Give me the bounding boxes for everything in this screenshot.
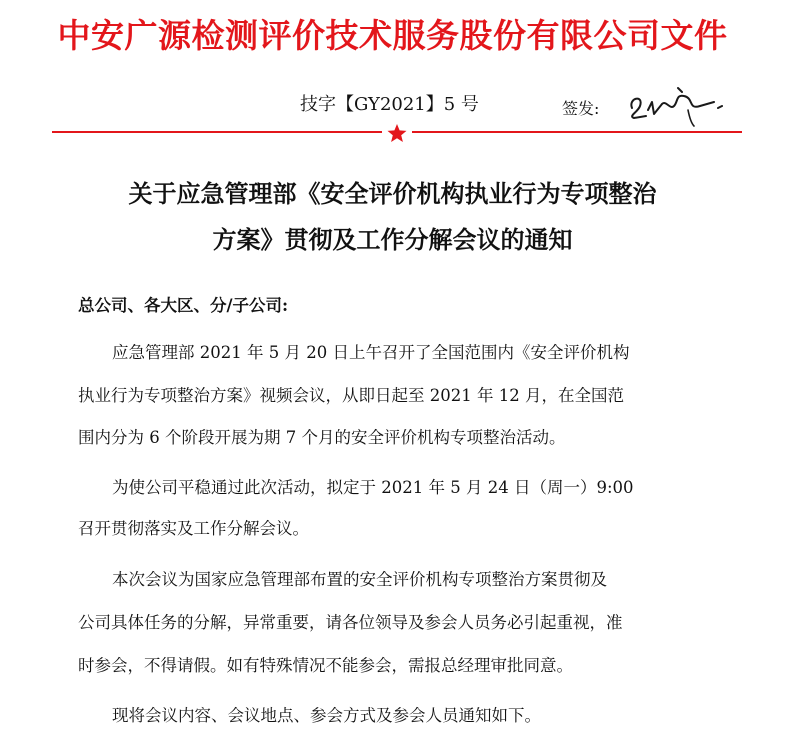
document-header-title: 中安广源检测评价技术服务股份有限公司文件 [57, 16, 728, 55]
red-star-icon [388, 124, 407, 142]
addressee: 总公司、各大区、分/子公司: [78, 296, 289, 315]
document-number: 技字【GY2021】5 号 [300, 94, 479, 115]
notice-title-line-2: 方案》贯彻及工作分解会议的通知 [212, 225, 573, 254]
paragraph-1-line-1: 应急管理部 2021 年 5 月 20 日上午召开了全国范围内《安全评价机构 [112, 343, 630, 362]
red-divider-with-star [52, 124, 742, 144]
paragraph-1-line-3: 围内分为 6 个阶段开展为期 7 个月的安全评价机构专项整治活动。 [78, 428, 566, 447]
handwritten-signature [618, 80, 748, 128]
notice-title-line-1: 关于应急管理部《安全评价机构执业行为专项整治 [128, 179, 657, 208]
paragraph-2-line-2: 召开贯彻落实及工作分解会议。 [78, 519, 309, 538]
paragraph-3-line-1: 本次会议为国家应急管理部布置的安全评价机构专项整治方案贯彻及 [112, 570, 607, 589]
paragraph-4-line-1: 现将会议内容、会议地点、参会方式及参会人员通知如下。 [112, 706, 541, 725]
paragraph-1-line-2: 执业行为专项整治方案》视频会议，从即日起至 2021 年 12 月，在全国范 [78, 386, 624, 405]
paragraph-2-line-1: 为使公司平稳通过此次活动，拟定于 2021 年 5 月 24 日（周一）9:00 [112, 478, 634, 497]
signatory-label: 签发: [562, 99, 600, 118]
paragraph-3-line-3: 时参会，不得请假。如有特殊情况不能参会，需报总经理审批同意。 [78, 656, 573, 675]
paragraph-3-line-2: 公司具体任务的分解，异常重要，请各位领导及参会人员务必引起重视，准 [78, 613, 623, 632]
